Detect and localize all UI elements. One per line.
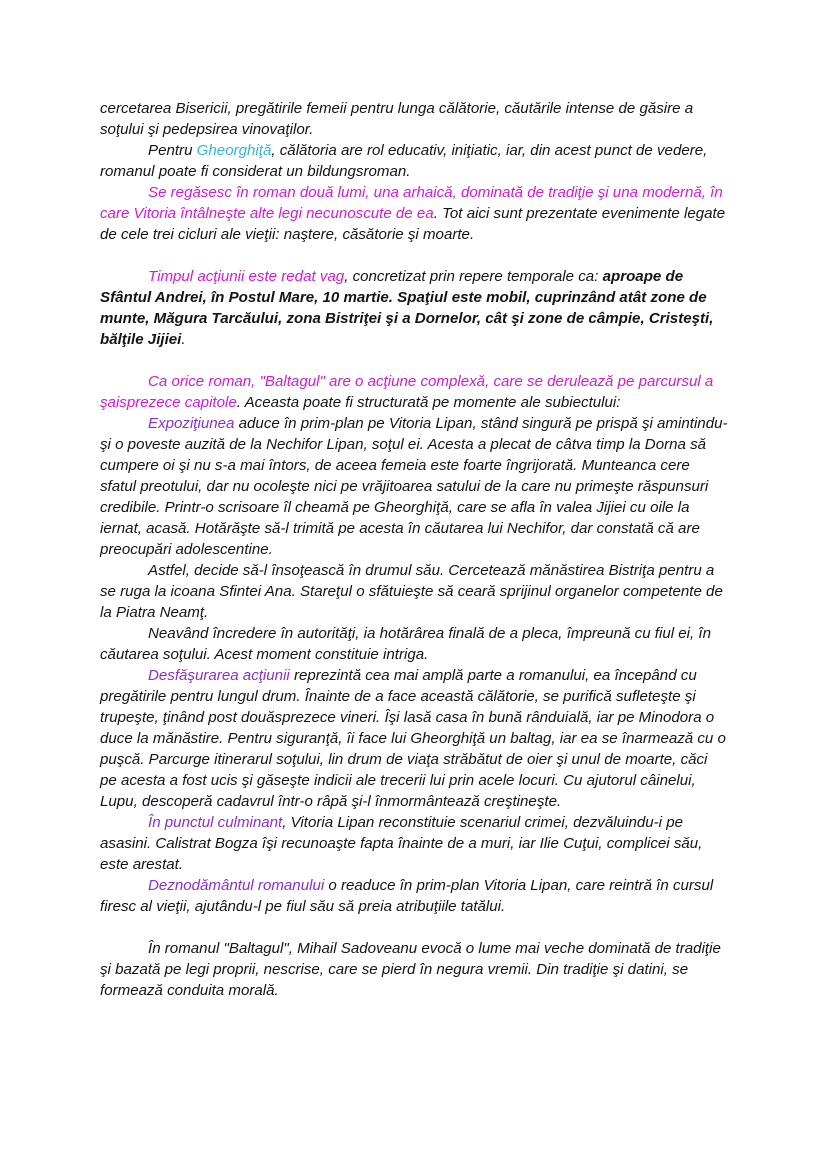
paragraph-2: Pentru Gheorghiţă, călătoria are rol educativ, iniţiatic, iar, din acest punct de vedere, romanul poate fi considerat un bildungsroman. bbox=[100, 142, 708, 180]
highlight-punctul-culminant: În punctul culminant bbox=[148, 814, 283, 831]
highlight-deznodamantul: Deznodământul romanului bbox=[148, 877, 325, 894]
paragraph-12: În romanul "Baltagul", Mihail Sadoveanu evocă o lume mai veche dominată de tradiţie şi bazată pe legi proprii, nescrise, care se pierd în negura vremii. Din tradiţie şi datini, se formează conduita morală. bbox=[100, 940, 721, 999]
paragraph-9: Desfăşurarea acţiunii reprezintă cea mai amplă parte a romanului, ea începând cu pregătirile pentru lungul drum. Înainte de a face această călătorie, se purifică sufleteşte şi trupeşte, ţinând post douăsprezece vineri. Îşi lasă casa în bună rânduială, iar pe Minodora o duce la mănăstire. Pentru siguranţă, îi face lui Gheorghiţă un baltag, iar ea se înarmează cu o puşcă. Parcurge itinerarul soţului, lin drum de viaţa străbătut de oier şi unul de moarte, căci pe acesta a fost ucis şi găseşte indicii ale trecerii lui prin acele locuri. Cu ajutorul câinelui, Lupu, descoperă cadavrul într-o râpă şi-l înmormântează creştineşte. bbox=[100, 667, 726, 810]
highlight-gheorghita: Gheorghiţă bbox=[196, 142, 272, 159]
paragraph-1: cercetarea Bisericii, pregătirile femeii pentru lunga călătorie, căutările intense de găsire a soţului şi pedepsirea vinovaţilor. bbox=[100, 100, 694, 138]
paragraph-6: Expoziţiunea aduce în prim-plan pe Vitoria Lipan, stând singură pe prispă şi amintindu-şi o poveste auzită de la Nechifor Lipan, soţul ei. Acesta a plecat de câtva timp la Dorna să cumpere oi şi nu s-a mai întors, de aceea femeia este foarte îngrijorată. Munteanca cere sfatul preotului, dar nu ocoleşte nici pe vrăjitoarea satului de la care nu primeşte răspunsuri credibile. Printr-o scrisoare îl cheamă pe Gheorghiţă, care se afla în valea Jijiei cu oile la iernat, acasă. Hotărăşte să-l trimită pe acesta în căutarea lui Nechifor, dar constată că are preocupări adolescentine. bbox=[100, 415, 728, 558]
paragraph-10: În punctul culminant, Vitoria Lipan reconstituie scenariul crimei, dezvăluindu-i pe asasini. Calistrat Bogza îşi recunoaşte fapta înainte de a muri, iar Ilie Cuţui, complicei său, este arestat. bbox=[100, 814, 703, 873]
paragraph-4: Timpul acţiunii este redat vag, concretizat prin repere temporale ca: aproape de Sfântul Andrei, în Postul Mare, 10 martie. Spaţiul este mobil, cuprinzând atât zone de munte, Măgura Tarcăului, zona Bistriţei şi a Dornelor, cât şi zone de câmpie, Cristeşti, bălţile Jijiei. bbox=[100, 268, 714, 348]
paragraph-3: Se regăsesc în roman două lumi, una arhaică, dominată de tradiţie şi una modernă, în care Vitoria întâlneşte alte legi necunoscute de ea. Tot aici sunt prezentate evenimente legate de cele trei cicluri ale vieţii: naştere, căsătorie şi moarte. bbox=[100, 184, 726, 243]
paragraph-7: Astfel, decide să-l însoţească în drumul său. Cercetează mănăstirea Bistriţa pentru a se ruga la icoana Sfintei Ana. Stareţul o sfătuieşte să ceară sprijinul organelor competente de la Piatra Neamţ. bbox=[100, 562, 723, 621]
paragraph-5: Ca orice roman, "Baltagul" are o acţiune complexă, care se derulează pe parcursul a şaisprezece capitole. Aceasta poate fi structurată pe momente ale subiectului: bbox=[100, 373, 714, 411]
highlight-two-worlds: Se regăsesc în roman două lumi, una arhaică, dominată de tradiţie şi una modernă, în care Vitoria întâlneşte alte legi necunoscute de ea bbox=[100, 184, 723, 222]
bold-time-space: aproape de Sfântul Andrei, în Postul Mare, 10 martie. Spaţiul este mobil, cuprinzând atât zone de munte, Măgura Tarcăului, zona Bistriţei şi a Dornelor, cât şi zone de câmpie, Cristeşti, bălţile Jijiei bbox=[100, 268, 714, 348]
highlight-expozitiunea: Expoziţiunea bbox=[148, 415, 235, 432]
highlight-time: Timpul acţiunii este redat vag bbox=[148, 268, 345, 285]
highlight-complex-action: Ca orice roman, "Baltagul" are o acţiune complexă, care se derulează pe parcursul a şaisprezece capitole bbox=[100, 373, 714, 411]
paragraph-11: Deznodământul romanului o readuce în prim-plan Vitoria Lipan, care reintră în cursul firesc al vieţii, ajutându-l pe fiul său să preia atribuţiile tatălui. bbox=[100, 877, 714, 915]
paragraph-8: Neavând încredere în autorităţi, ia hotărârea finală de a pleca, împreună cu fiul ei, în căutarea soţului. Acest moment constituie intriga. bbox=[100, 625, 712, 663]
highlight-desfasurarea: Desfăşurarea acţiunii bbox=[148, 667, 290, 684]
